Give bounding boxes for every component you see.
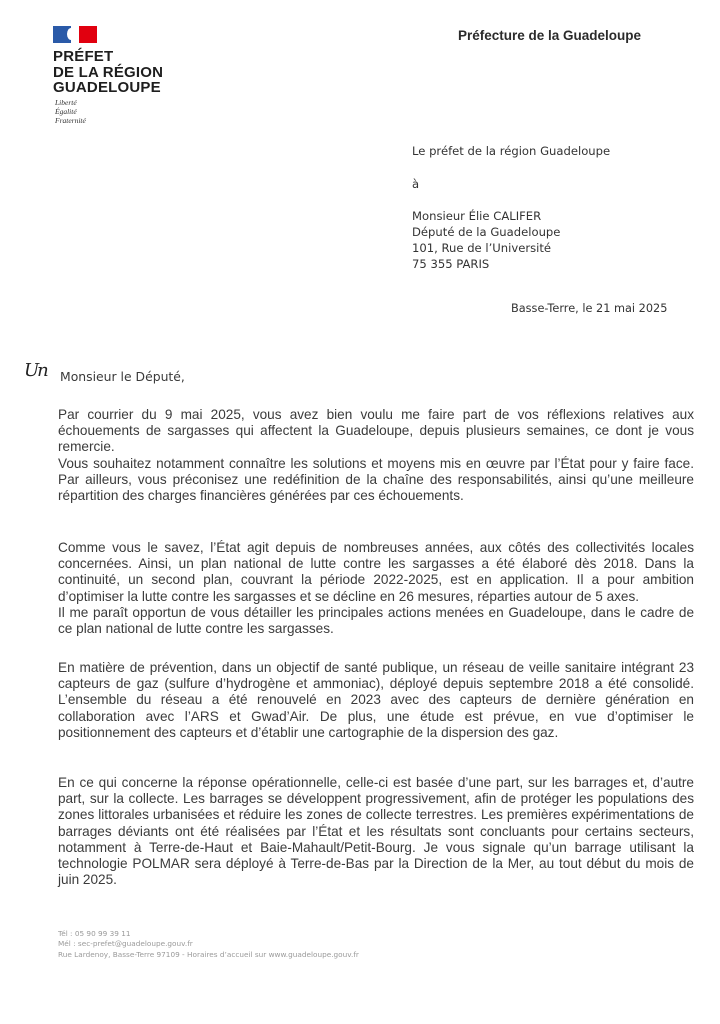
recipient-title: Député de la Guadeloupe (412, 225, 561, 239)
paragraph-text: Il me paraît opportun de vous détailler les principales actions menées en Guadeloupe, dans le cadre de ce plan national de lutte contre les sargasses. (58, 604, 694, 637)
logo-title-line: DE LA RÉGION (53, 63, 164, 81)
motto-line: Liberté (55, 98, 77, 107)
paragraph-text: Vous souhaitez notamment connaître les solutions et moyens mis en œuvre par l’État pour y faire face. Par ailleurs, vous préconisez une redéfinition de la chaîne des responsabilités, ainsi qu’une meilleure répartition des charges financières générées par ces échouements. (58, 455, 694, 504)
sender-line: Le préfet de la région Guadeloupe (412, 144, 611, 158)
recipient-street: 101, Rue de l’Université (412, 241, 552, 255)
body-paragraph (58, 660, 694, 741)
body-paragraph (58, 407, 694, 504)
handwritten-initials: Un (24, 360, 47, 381)
logo-title-line: GUADELOUPE (53, 79, 161, 96)
paragraph-text: En ce qui concerne la réponse opérationnelle, celle-ci est basée d’une part, sur les barrages et, d’autre part, sur la collecte. Les barrages se développent progressivement, afin de protéger les populations des zones littorales urbanisées et réduire les zones de collecte terrestres. Les premières expérimentations de barrages déviants ont été réalisées par l’État et les résultats sont concluants pour certains secteurs, notamment à Terre-de-Haut et Baie-Mahault/Petit-Bourg. Je vous signale qu’un barrage utilisant la technologie POLMAR sera déployé à Terre-de-Bas par la Direction de la Mer, au tout début du mois de juin 2025. (58, 775, 694, 888)
recipient-name: Monsieur Élie CALIFER (412, 209, 542, 223)
footer-phone: Tél : 05 90 99 39 11 (58, 929, 131, 938)
footer-contact (58, 929, 359, 960)
footer-email: Mél : sec-prefet@guadeloupe.gouv.fr (58, 939, 193, 949)
body-paragraph (58, 540, 694, 637)
paragraph-text: En matière de prévention, dans un objectif de santé publique, un réseau de veille sanitaire intégrant 23 capteurs de gaz (sulfure d’hydrogène et ammoniac), déployé depuis septembre 2018 a été consolidé. L’ensemble du réseau a été renouvelé en 2023 avec des capteurs de dernière génération en collaboration avec l’ARS et Gwad’Air. De plus, une étude est prévue, en vue d’optimiser le positionnement des capteurs et d’établir une cartographie de la dispersion des gaz. (58, 660, 694, 740)
republic-motto (55, 98, 86, 125)
flag-blue-band (53, 26, 71, 43)
paragraph-text: Par courrier du 9 mai 2025, vous avez bien voulu me faire part de vos réflexions relatives aux échouements de sargasses qui affectent la Guadeloupe, depuis plusieurs semaines, ce dont je vous remercie. (58, 407, 694, 455)
flag-red-band (79, 26, 97, 43)
body-paragraph (58, 775, 694, 888)
motto-line: Fraternité (55, 116, 86, 125)
date-line: Basse-Terre, le 21 mai 2025 (511, 302, 668, 315)
recipient-address (412, 208, 560, 272)
motto-line: Égalité (55, 107, 77, 116)
logo-title (53, 49, 163, 96)
salutation: Monsieur le Député, (60, 369, 185, 384)
footer-address: Rue Lardenoy, Basse-Terre 97109 - Horaires d’accueil sur www.guadeloupe.gouv.fr (58, 949, 359, 959)
logo-title-line: PRÉFET (53, 48, 114, 65)
to-word: à (412, 177, 420, 191)
paragraph-text: Comme vous le savez, l’État agit depuis de nombreuses années, aux côtés des collectivités locales concernées. Ainsi, un plan national de lutte contre les sargasses a été élaboré dès 2018. Dans la continuité, un second plan, couvrant la période 2022-2025, est en application. Il a pour ambition d’optimiser la lutte contre les sargasses et se décline en 26 mesures, réparties autour de 5 axes. (58, 540, 694, 604)
office-heading: Préfecture de la Guadeloupe (458, 28, 642, 43)
marianne-flag-icon (53, 26, 97, 43)
recipient-city: 75 355 PARIS (412, 257, 490, 271)
